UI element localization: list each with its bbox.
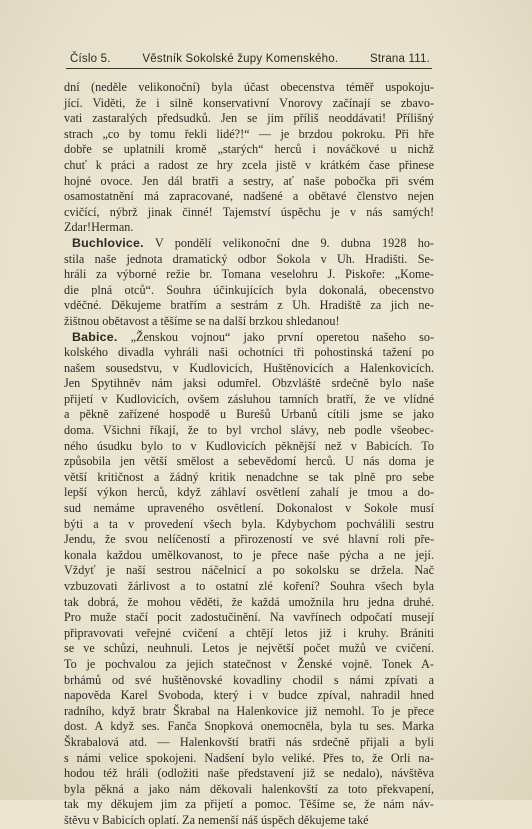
- text-line: býti a ta v provedení všech byla. Kdybychom pochválili sestru: [64, 516, 434, 531]
- text-line: Jendu, že svou nelíčeností a přirozeností ve své hlavní roli pře-: [64, 532, 434, 547]
- text-line: sud nemáme upraveného osvětlení. Dokonalost v Sokole musí: [64, 501, 434, 516]
- text-line: Vždyť je naší sestrou náčelnicí a po sokolsku se držela. Nač: [64, 563, 434, 578]
- text-line: větší kritičnost a žádný kritik nenadchne se tak plně pro sebe: [64, 469, 434, 484]
- text-line: vzbuzovati žárlivost a to ostatní zlé koření? Souhra všech byla: [64, 579, 434, 593]
- text-line: [64, 236, 434, 252]
- text-line: vati zastaralých předsudků. Jen se jim příliš neoddávati! Přílišný: [64, 111, 434, 126]
- text-line: To je pochvalou za jejich statečnost v Ženské vojně. Tonek A-: [64, 656, 434, 671]
- text-line: a pěkně zařízené hospodě u Burešů Urbanů cítili jsme se jako: [64, 407, 434, 422]
- place-name: Buchlovice.: [72, 235, 144, 250]
- text-line: lepší výkon herců, když záhlaví osvětlení zahalí je tmou a do-: [64, 485, 434, 500]
- text-line: přijetí v Kudlovicích, ovšem zásluhou tamních bratří, že ve vlídné: [64, 391, 434, 406]
- text-line: Jen Spytihněv nám jaksi odumřel. Obzvláště srdečně bylo naše: [64, 376, 434, 391]
- line-text: „Ženskou vojnou“ jako první operetou našeho so-: [117, 329, 434, 344]
- text-line: kolského divadla vyhráli naši ochotníci tři pohostinská tažení po: [64, 345, 434, 360]
- closing-greeting: Zdar!: [64, 220, 92, 235]
- text-line: strach „co by tomu řekli lidé?!“ — je brzdou pokroku. Při hře: [64, 126, 434, 141]
- text-line: Škrabalová atd. — Halenkovští bratři nás srdečně přijali a byli: [64, 734, 434, 749]
- text-line: byla pěkná a jako nám děkovali halenkovští za toto překvapení,: [64, 781, 434, 796]
- closing-line: [64, 220, 434, 236]
- text-line: se ve schůzi, neuhnuli. Letos je největší počet mužů ve cvičení.: [64, 641, 434, 656]
- text-line: způsobila jen větší smělost a sebevědomí herců. U nás doma je: [64, 454, 434, 469]
- text-line: připravovati veřejné cvičení a chtějí letos již i kruhy. Brániti: [64, 625, 434, 640]
- text-line: radního, když bratr Škrabal na Halenkovice již nemohl. To je přece: [64, 703, 434, 718]
- text-line: chuť k práci a radost ze hry zcela jistě v krátkém čase přinese: [64, 157, 434, 172]
- text-line: brhámů od své huštěnovské kovadliny chodil s námi zpívati a: [64, 672, 434, 687]
- paragraph: [64, 80, 434, 236]
- text-line: napověda Karel Svoboda, který i v budce zpíval, nahradil hned: [64, 688, 434, 703]
- text-line: Pro muže stačí pocit zadostučinění. Na vavřínech odpočatí musejí: [64, 610, 434, 625]
- text-line: tak my děkujem jim za přijetí a pomoc. Těšíme se, že nám náv-: [64, 797, 434, 812]
- page-number: Strana 111.: [370, 53, 430, 65]
- text-line: stila naše jednota dramatický odbor Sokola v Uh. Hradišti. Se-: [64, 251, 434, 266]
- line-text: V pondělí velikonoční dne 9. dubna 1928 ho-: [143, 235, 434, 250]
- text-line: s námi velice spokojeni. Nadšení bylo veliké. Přes to, že Orli na-: [64, 750, 434, 765]
- text-line: konala každou umělkovanost, to je přece naše pýcha a ne její.: [64, 547, 434, 562]
- text-line: našem sousedstvu, v Kudlovicích, Huštěnovicích a Halenkovicích.: [64, 360, 434, 375]
- article-body: [64, 80, 434, 829]
- place-name: Babice.: [72, 329, 118, 344]
- issue-number: Číslo 5.: [70, 53, 111, 65]
- author-signature: Herman.: [91, 220, 134, 235]
- text-line: dost. A když ses. Fanča Snopková onemocněla, byla tu ses. Marka: [64, 719, 434, 734]
- text-line: cvičící, nýbrž jinak činné! Tajemství úspěchu je v nás samých!: [64, 204, 434, 219]
- text-line: [64, 330, 434, 346]
- text-line: dobře se uplatnili kromě „starých“ herců i nováčkové u nichž: [64, 142, 434, 157]
- text-line: dní (neděle velikonoční) byla účast obecenstva téměř uspokoju-: [64, 80, 434, 94]
- text-line: tak dobrá, že mohou věděti, že každá umožnila hru jedna druhé.: [64, 594, 434, 609]
- text-line: vděčné. Děkujeme bratřím a sestrám z Uh. Hradiště za jich ne-: [64, 298, 434, 313]
- text-line: jící. Viděti, že i silně konservativní Vnorovy začínají se zbavo-: [64, 95, 434, 110]
- paragraph: [64, 330, 434, 829]
- paragraph: [64, 236, 434, 330]
- text-line: hojné ovoce. Jen dál bratři a sestry, ať naše pobočka při svém: [64, 173, 434, 188]
- text-line: ného úsudku bylo to v Kudlovicích pěknější než v Babicích. To: [64, 438, 434, 453]
- text-line: hráli za výborné režie br. Tomana veselohru J. Piskoře: „Kome-: [64, 267, 434, 282]
- text-line: doma. Všichni říkají, že to byl vrchol slávy, neb podle všeobec-: [64, 423, 434, 438]
- text-line: hodou též hráli (odložiti naše představení již se nedalo), návštěva: [64, 766, 434, 781]
- text-line: žištnou obětavost a těšíme se na další brzkou shledanou!: [64, 313, 340, 328]
- journal-title: Věstník Sokolské župy Komenského.: [142, 53, 339, 65]
- running-header: [70, 53, 430, 65]
- text-line: die plná otců“. Souhra účinkujících byla dokonalá, obecenstvo: [64, 282, 434, 297]
- text-line: štěvu v Babicích oplatí. Za nemenší náš úspěch děkujeme také: [64, 812, 369, 827]
- text-line: osamostatnění má zapracované, nadšené a obětavé členstvo nejen: [64, 189, 434, 204]
- header-rule: [66, 68, 432, 69]
